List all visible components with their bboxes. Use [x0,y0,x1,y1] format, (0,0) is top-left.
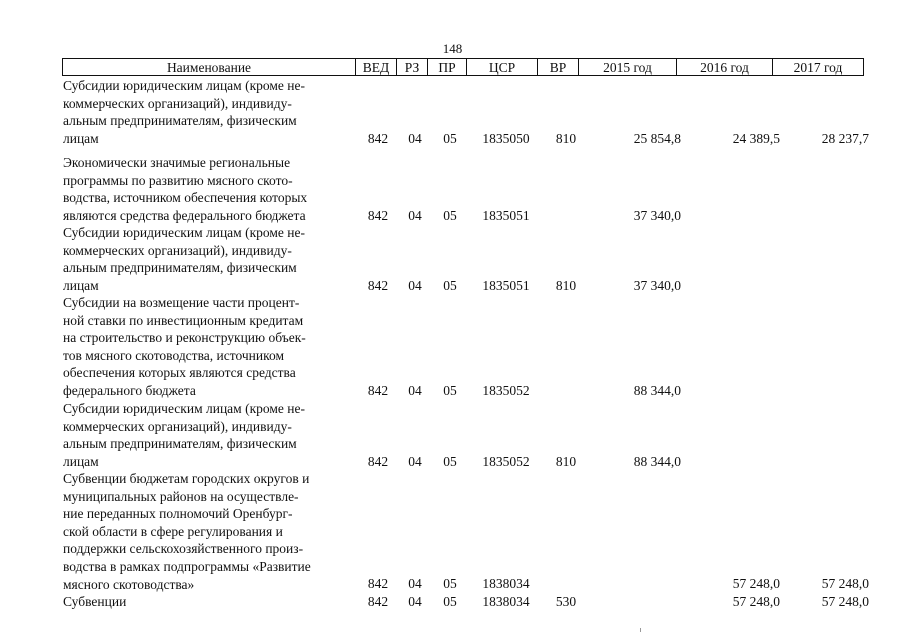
row-2015: 88 344,0 [633,383,681,398]
table-row [62,593,877,611]
row-name: Экономически значимые региональные программы по развитию мясного ското- водства, источником обеспечения которых являются средства федерального бюджета [63,155,308,223]
page-number: 148 [442,41,463,56]
row-2017: 57 248,0 [821,576,869,591]
row-csr: 1835052 [482,454,530,469]
row-name: Субсидии на возмещение части процент- ной ставки по инвестиционным кредитам на строительство и реконструкцию объек- тов мясного скотоводства, источником обеспечения которых являются средства федерального бюджета [63,295,306,398]
row-pr: 05 [443,208,457,223]
header-rz: РЗ [397,59,428,76]
row-ved: 842 [367,576,389,591]
row-name: Субсидии юридическим лицам (кроме не- коммерческих организаций), индивиду- альным предпринимателям, физическим лицам [63,225,305,293]
table-row [62,400,877,471]
row-vr: 810 [555,131,577,146]
header-csr: ЦСР [467,59,538,76]
table-header [62,58,864,76]
row-ved: 842 [367,454,389,469]
table-row [62,470,877,594]
row-pr: 05 [443,576,457,591]
row-2016: 24 389,5 [732,131,780,146]
row-pr: 05 [443,383,457,398]
row-name: Субвенции [63,594,127,609]
row-ved: 842 [367,594,389,609]
row-csr: 1835050 [482,131,530,146]
row-vr: 810 [555,278,577,293]
header-2016: 2016 год [677,59,773,76]
row-2017: 57 248,0 [821,594,869,609]
row-csr: 1835051 [482,208,530,223]
row-2015: 37 340,0 [633,278,681,293]
row-name: Субсидии юридическим лицам (кроме не- коммерческих организаций), индивиду- альным предпринимателям, физическим лицам [63,401,305,469]
row-2017: 28 237,7 [821,131,869,146]
row-ved: 842 [367,383,389,398]
row-csr: 1838034 [482,594,530,609]
row-2016: 57 248,0 [732,576,780,591]
row-pr: 05 [443,131,457,146]
row-name: Субвенции бюджетам городских округов и муниципальных районов на осуществле- ние переданных полномочий Оренбург- ской области в сфере регулирования и поддержки сельскохозяйственного произ- водства в рамках подпрограммы «Развитие мясного скотоводства» [63,471,311,592]
header-2015: 2015 год [579,59,677,76]
row-rz: 04 [408,131,422,146]
row-csr: 1835052 [482,383,530,398]
row-csr: 1838034 [482,576,530,591]
row-vr: 530 [555,594,577,609]
row-rz: 04 [408,208,422,223]
row-2015: 88 344,0 [633,454,681,469]
header-pr: ПР [428,59,467,76]
row-2015: 37 340,0 [633,208,681,223]
row-ved: 842 [367,208,389,223]
row-rz: 04 [408,594,422,609]
row-name: Субсидии юридическим лицам (кроме не- коммерческих организаций), индивиду- альным предпринимателям, физическим лицам [63,78,305,146]
scan-mark [640,628,641,632]
table-row [62,224,877,295]
row-rz: 04 [408,454,422,469]
row-pr: 05 [443,594,457,609]
row-rz: 04 [408,576,422,591]
row-ved: 842 [367,278,389,293]
row-pr: 05 [443,454,457,469]
row-ved: 842 [367,131,389,146]
header-vr: ВР [538,59,579,76]
header-name: Наименование [63,59,356,76]
row-csr: 1835051 [482,278,530,293]
header-ved: ВЕД [356,59,397,76]
table-row [62,294,877,400]
row-rz: 04 [408,383,422,398]
row-rz: 04 [408,278,422,293]
row-2016: 57 248,0 [732,594,780,609]
row-2015: 25 854,8 [633,131,681,146]
header-2017: 2017 год [773,59,864,76]
row-pr: 05 [443,278,457,293]
table-row [62,77,877,148]
table-row [62,154,877,225]
row-vr: 810 [555,454,577,469]
